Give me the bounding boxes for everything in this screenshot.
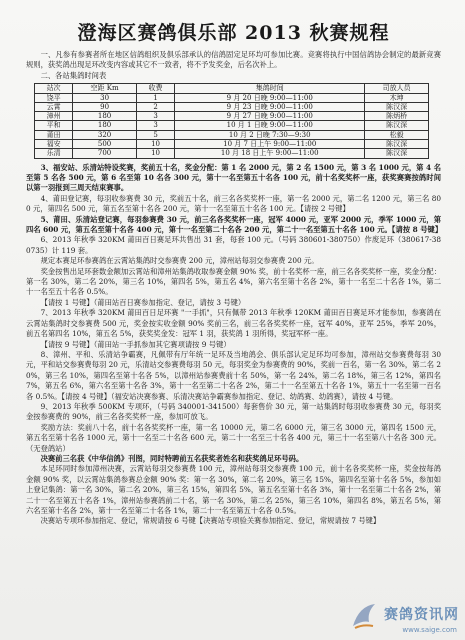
table-row [35, 130, 429, 139]
table-cell: 10 月 18 日上午 9:00—11:00 [175, 149, 365, 158]
col-distance: 空距 Km [73, 84, 137, 93]
rule-6-fees: 规定本赛足环参赛鸽在云霄站集鸽时交参赛费 200 元，漳州站每羽交参赛费 200 元。 [40, 256, 319, 266]
table-cell: 饶平 [35, 93, 73, 102]
table-cell: 90 [73, 102, 137, 111]
table-cell: 2 [136, 102, 174, 111]
table-cell: 5 [136, 130, 174, 139]
watermark-url: www.saige.com [402, 626, 457, 634]
table-cell: 3 [136, 112, 174, 121]
table-cell: 3 [136, 121, 174, 130]
rule-6-key: 【请按 1 号键】（莆田站百日赛参加指定、登记，请按 3 号键） [40, 297, 246, 307]
table-row [35, 140, 429, 149]
rule-5: 5、莆田、乐清站登记赛，每羽参赛费 30 元，前三名各奖奖杯一座，冠军 4000 元，亚军 2000 元，季军 1000 元，第四名 600 元，第五名至第十名各 400 元，第十一名至第二十名各 200 元，第二十一名至第五十名各 100 元。【请按 8 号键】 [26, 214, 443, 235]
table-cell: 福安 [35, 140, 73, 149]
rule-8: 8、漳州、平和、乐清站争霸赛，凡佩带有厅年统一足环及当地鸽会、俱乐部认定足环均可参加，漳州站交参赛费每羽 30 元，平和站交参赛费每羽 20 元，乐清站交参赛费每羽 50 元，每羽奖金为参赛费的 90%，奖前一百名，第一名 30%，第二名 20%，第三名 10%，第四名至第十名各 5%，以漳州站参赛费前十名 50%，第一名 24%，第二名 18%，第三名 12%，第四名 7%，第五名 6%，第六名至第十名各 3%，第十一名至第二十名各 2%，第二十一名至第五十名各 1%，第五十一名至第一百名各 0.5%。【请按 4 号键】（福安站决赛参赛、乐清决赛站争霸赛参加指定、登记、幼鸽赛、幼鸽赛），请按 4 号键。 [26, 349, 441, 401]
table-cell: 陈汉深 [365, 102, 429, 111]
table-cell: 9 月 23 日晚 9:00—11:00 [175, 102, 365, 111]
table-cell: 9 月 27 日晚 9:00—11:00 [175, 112, 365, 121]
table-row [35, 93, 429, 102]
rule-9-prizes: 奖励方法：奖前八十名，前十名各奖奖杯一座，第一名 10000 元，第二名 6000 元，第三名 3000 元，第四名 1500 元，第五名至第十名各 1000 元，第十一名至二十名各 600 元，第二十一名至三十名各 400 元，第三十一名至第八十名各 300 元。（无登鸽站） [26, 422, 441, 453]
col-station: 站次 [35, 84, 73, 93]
table-cell: 乐清 [35, 149, 73, 158]
rule-7: 7、2013 年秋季 320KM 莆田百日足环赛 "一手抓"，只有佩带 2013 年秋季 120KM 莆田百日赛足环才能参加，参赛鸽在云霄站集鸽时交参赛费 500 元，奖金按实收金额 90% 奖前三名，前三名各奖奖杯一座，冠军 40%，亚军 25%，季军 20%，前五名第四名 10%，第五名 5%，获奖奖金发：冠军 1 羽，获奖鸽 1 羽所得，奖冠军杯一座。 [26, 308, 441, 339]
table-cell: 莆田 [35, 130, 73, 139]
site-watermark [349, 596, 459, 634]
table-cell: 10 月 2 日晚 7:30—9:30 [175, 130, 365, 139]
table-cell: 陈炳桥 [365, 112, 429, 121]
rule-9-zhangzhou: 本足环同时参加漳州决赛，云霄站每羽交参赛费 100 元，漳州站每羽交参赛费 100 元，前十名各奖奖杯一座，奖金按每鸽金额 90% 奖，以云霄站集鸽参赛总金额 90% 奖：第一名 30%，第二名 20%，第三名 15%，第四名至第十名各 5%，参加如上登记集鸽：第一名 30%，第二名 20%，第三名 15%，第四名 5%，第五名至第十名各 3%，第十一名至第二十名各 2%，第二十一名至第五十名各 1%，漳州站参赛鸽前二十名，第一名 30%，第二名 25%，第三名 10%，第四名 8%，第五名 5%，第六名至第十名各 2%，第十一名至第二十名各 1%，第二十一名至第五十名各 0.5%。 [26, 464, 441, 515]
table-cell: 10 月 7 日上午 9:00—11:00 [175, 140, 365, 149]
rule-7-key: 【请按 9 号键】（莆田站一手抓参加其它赛项请按 9 号键） [40, 339, 231, 349]
rule-3: 3、福安站、乐清站特设奖赛，奖前五十名，奖金分配：第 1 名 2000 元，第 2 名 1500 元，第 3 名 1000 元，第 4 名至第 5 名各 500 元，第 6 名至第 10 名各 300 元，第十一名至第五十名各 100 元，前十名奖奖杯一座，获奖赛赛按鸽时间以第一羽报到三周天结束赛事。 [26, 162, 441, 193]
table-cell: 1 [136, 93, 174, 102]
col-staff: 司放人员 [365, 84, 429, 93]
rule-9-final: 决赛前三名获《中华信鸽》刊图，同时特聘前五名获奖者姓名和获奖鸽足环号码。 [40, 453, 304, 463]
rule-4: 4、莆田登记赛，每羽收参赛费 30 元，奖前五十名，前三名各奖奖杯一座，第一名 2000 元，第二名 1200 元，第三名 800 元，第四名 500 元，第五名至第十名各 200 元，第十一名至第五十名各 100 元。【请按 2 号键】 [26, 193, 441, 214]
table-row [35, 102, 429, 111]
table-cell: 500 [73, 140, 137, 149]
col-fee: 收费 [136, 84, 174, 93]
col-time: 集鸽时间 [175, 84, 365, 93]
table-cell: 180 [73, 121, 137, 130]
table-cell: 180 [73, 112, 137, 121]
table-cell: 700 [73, 149, 137, 158]
table-cell: 10 [136, 149, 174, 158]
table-cell: 木坤 [365, 93, 429, 102]
schedule-header-row [35, 84, 429, 93]
table-row [35, 121, 429, 130]
rule-2-heading: 二、各站集鸽时间表 [40, 70, 107, 80]
rule-6-prizes: 奖金按售出足环套数金额加云霄站和漳州站集鸽收取参赛金额 90% 奖，前十名奖杯一座，前三名各奖奖杯一座，奖金分配：第一名 30%，第二名 20%，第三名 10%，第四名 5%，第五名 4%，第六名至第十名各 2%，第十一名至二十名各 1%，第二十一名至五十名各 0.5%。 [26, 266, 441, 297]
table-cell: 云霄 [35, 102, 73, 111]
table-cell: 陈汉深 [365, 140, 429, 149]
schedule-table [34, 83, 429, 158]
table-cell: 10 [136, 140, 174, 149]
table-cell: 30 [73, 93, 137, 102]
table-cell: 10 月 1 日晚 9:00—11:00 [175, 121, 365, 130]
table-cell: 陈汉深 [365, 121, 429, 130]
rule-1: 一、凡参有参赛者所在地区信鸽组织及俱乐部承认的信鸽固定足环均可参加比赛。竞赛将执行中国信鸽协会制定的最新竞赛规则，获奖鸽出现足环改变内容或其它不一致者，将不予发奖金，后名次补上。 [26, 50, 441, 70]
rule-9-key: 决赛站专项环参加指定、登记，常规请按 6 号键【决赛站专项验关赛参加指定、登记，常规请按 7 号键】 [40, 516, 381, 526]
table-row [35, 112, 429, 121]
table-cell: 漳州 [35, 112, 73, 121]
table-cell: 平和 [35, 121, 73, 130]
document-title: 澄海区赛鸽俱乐部 2013 秋赛规程 [77, 22, 390, 44]
watermark-brand: 赛鸽资讯网 [384, 607, 459, 623]
rule-6: 6、2013 年秋季 320KM 莆田百日赛足环共售出 31 套，每套 100 元。（号码 380601-380750）作废足环（380617-380735）计 119 套。 [26, 235, 441, 255]
table-cell: 9 月 20 日晚 9:00—11:00 [175, 93, 365, 102]
pigeon-logo-icon [349, 600, 379, 632]
table-row [35, 149, 429, 158]
rule-9: 9、2013 年秋季 500KM 专项环，（号码 340001-341500）每套售价 30 元，第一站集鸽时每羽收参赛费 30 元，每羽奖金按参赛费的 90%，前三名各奖奖杯一座，参加可放飞。 [26, 401, 441, 422]
table-cell: 陈汉深 [365, 149, 429, 158]
table-cell: 320 [73, 130, 137, 139]
table-cell: 松毅 [365, 130, 429, 139]
